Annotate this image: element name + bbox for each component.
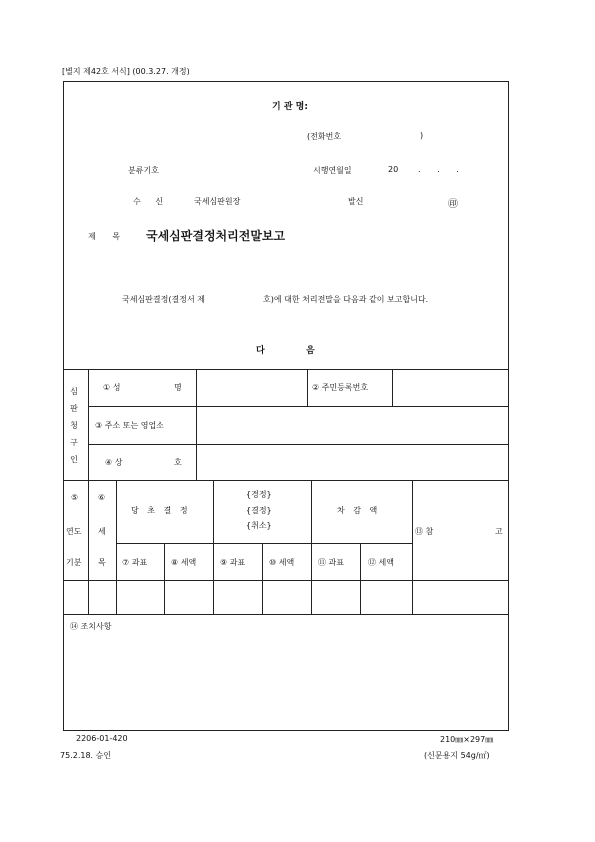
col5-label-1: 연도 — [66, 527, 82, 536]
amend-line-2: {결정} — [246, 506, 272, 515]
trade-name-label-2: 호 — [174, 458, 182, 467]
sub-header-11: ⑪ 과표 — [318, 558, 344, 567]
divider-table-data — [63, 580, 509, 581]
col5-mark: ⑤ — [71, 493, 79, 502]
phone-open: (전화번호 — [307, 132, 342, 141]
date-label: 시행연월일 — [313, 166, 352, 175]
divider-claimant-2 — [88, 444, 509, 445]
divider-col-12 — [412, 480, 413, 614]
initial-decision-label: 당 초 결 정 — [131, 506, 188, 515]
action-label: ⑭ 조치사항 — [70, 622, 112, 631]
divider-table-bottom — [63, 614, 509, 615]
divider-col-10 — [311, 480, 312, 614]
sub-header-7: ⑦ 과표 — [122, 558, 148, 567]
seal-mark: ㊞ — [448, 199, 458, 210]
divider-claimant-group — [88, 369, 89, 480]
paper-size: 210㎜×297㎜ — [440, 735, 494, 744]
approval-date: 75.2.18. 승인 — [60, 751, 112, 760]
following-a: 다 — [256, 346, 265, 356]
address-label: ③ 주소 또는 영업소 — [95, 421, 164, 430]
sub-header-9: ⑨ 과표 — [220, 558, 246, 567]
trade-name-label: ④ 상 — [105, 458, 123, 467]
divider-id-left — [307, 369, 308, 406]
sub-header-12: ⑫ 세액 — [368, 558, 394, 567]
remarks-label: ⑬ 참 — [415, 527, 434, 536]
col6-label-2: 목 — [98, 558, 106, 567]
divider-col-5 — [88, 480, 89, 614]
col6-mark: ⑥ — [98, 493, 106, 502]
divider-id-right — [392, 369, 393, 406]
divider-col-6 — [116, 480, 117, 614]
subject-label: 제 목 — [88, 232, 120, 241]
divider-claimant-top — [63, 369, 509, 370]
difference-label: 차 감 액 — [337, 506, 378, 515]
recipient-value: 국세심판원장 — [194, 197, 241, 206]
col5-label-2: 기분 — [66, 558, 82, 567]
remarks-label-2: 고 — [495, 527, 503, 536]
divider-col-11 — [360, 543, 361, 614]
form-tag: [별지 제42호 서식] (00.3.27. 개정) — [62, 67, 190, 76]
sentence-part1: 국세심판결정(결정서 제 — [122, 295, 205, 304]
recipient-label: 수 신 — [133, 197, 163, 206]
subject-value: 국세심판결정처리전말보고 — [146, 229, 286, 243]
agency-label: 기 관 명: — [272, 102, 308, 112]
phone-close: ) — [420, 131, 424, 140]
divider-claimant-bottom — [63, 480, 509, 481]
divider-table-sub — [116, 543, 412, 544]
amend-line-1: {경정} — [246, 490, 272, 499]
date-dots: . . . — [418, 165, 459, 174]
divider-col-9 — [262, 543, 263, 614]
class-code-label: 분류기호 — [128, 166, 159, 175]
divider-claimant-labels — [196, 369, 197, 480]
divider-col-7 — [164, 543, 165, 614]
name-label-2: 명 — [174, 383, 182, 392]
form-code: 2206-01-420 — [76, 734, 128, 743]
paper-type: (신문용지 54g/㎡) — [424, 751, 490, 760]
following-b: 음 — [306, 346, 315, 356]
id-number-label: ② 주민등록번호 — [312, 383, 369, 392]
divider-col-8 — [213, 480, 214, 614]
divider-claimant-1 — [88, 406, 509, 407]
col6-label-1: 세 — [98, 527, 106, 536]
name-label: ① 성 — [103, 383, 121, 392]
sentence-part2: 호)에 대한 처리전말을 다음과 같이 보고합니다. — [263, 295, 429, 304]
sub-header-8: ⑧ 세액 — [171, 558, 197, 567]
amend-line-3: {취소} — [246, 521, 272, 530]
sender-label: 발신 — [348, 197, 364, 206]
claimant-group-label: 심 판 청 구 인 — [70, 387, 78, 464]
sub-header-10: ⑩ 세액 — [269, 558, 295, 567]
date-year: 20 — [388, 165, 399, 174]
